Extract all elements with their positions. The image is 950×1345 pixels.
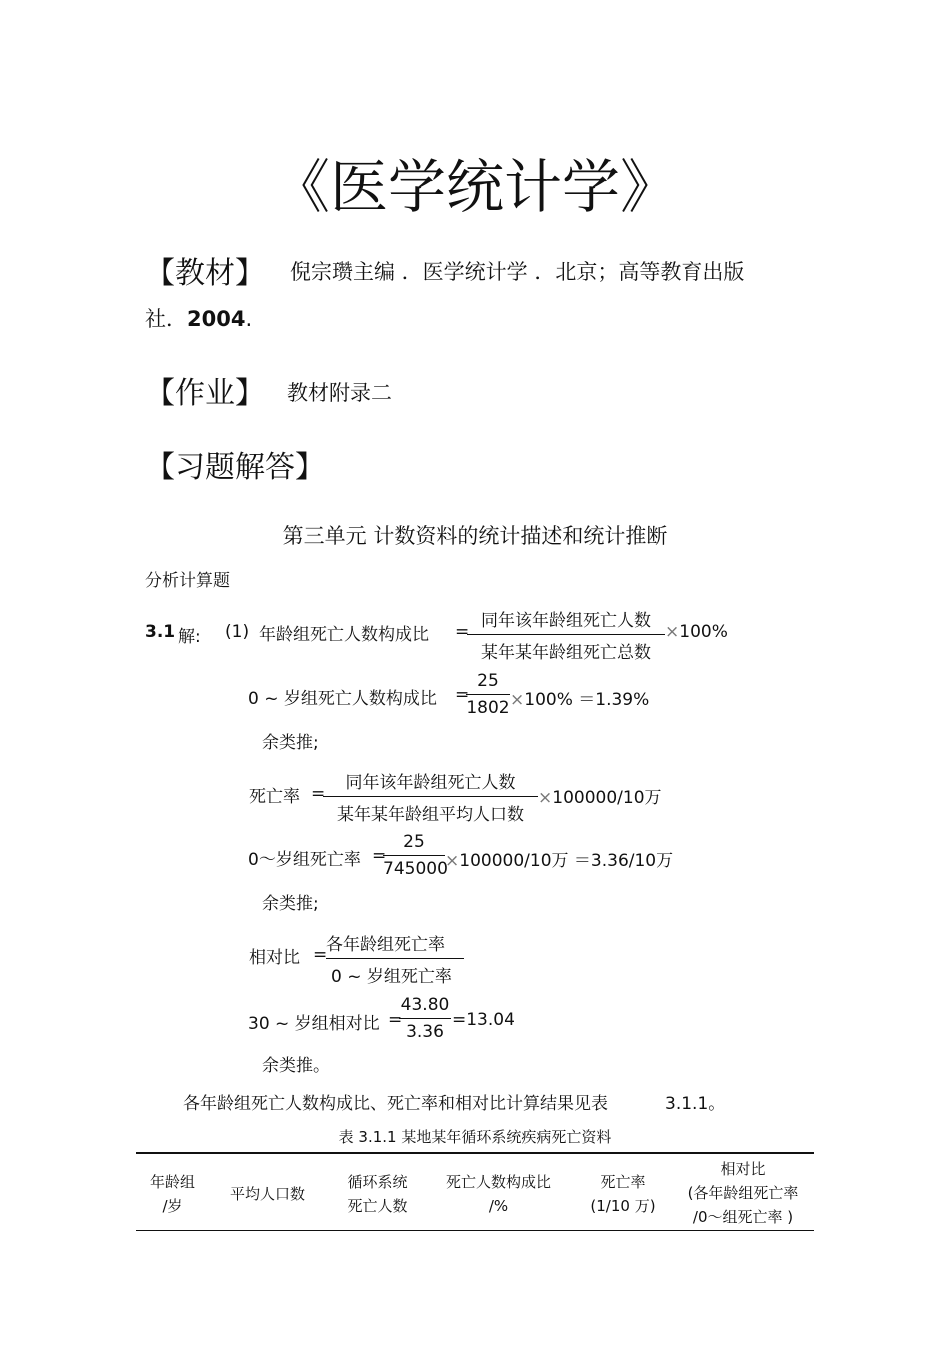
times-sign: × xyxy=(445,851,460,871)
formula1-equals: = xyxy=(455,622,470,642)
solutions-label: 【习题解答】 xyxy=(145,450,325,485)
fraction-bar xyxy=(467,634,665,635)
etc-note-3: 余类推。 xyxy=(262,1056,330,1076)
etc-note-1: 余类推; xyxy=(262,733,319,753)
formula5-label: 相对比 xyxy=(249,948,300,968)
header-line: (各年龄组死亡率 xyxy=(687,1184,799,1202)
formula3-fraction xyxy=(323,768,538,825)
formula2-equals: = xyxy=(455,685,470,705)
table-top-rule xyxy=(136,1152,814,1154)
problem-number: 3.1 xyxy=(145,622,176,642)
table-header-rule xyxy=(136,1230,814,1231)
citation-prefix: 社． xyxy=(145,307,187,331)
formula2-denominator: 1802 xyxy=(466,698,510,718)
homework-text: 教材附录二 xyxy=(287,381,392,405)
citation-year: 2004 xyxy=(187,307,246,331)
solve-label: 解: xyxy=(178,627,201,647)
textbook-label: 【教材】 xyxy=(145,256,265,291)
summary-text: 各年龄组死亡人数构成比、死亡率和相对比计算结果见表 xyxy=(183,1094,608,1114)
formula1-denominator: 某年某年龄组死亡总数 xyxy=(481,643,651,663)
header-line: 死亡人数 xyxy=(347,1197,408,1215)
formula4-numerator: 25 xyxy=(403,832,425,852)
citation-suffix: . xyxy=(245,307,253,331)
formula4-equals: = xyxy=(372,846,387,866)
textbook-citation-line2 xyxy=(145,303,252,333)
formula3-product xyxy=(538,783,662,808)
formula4-denominator: 745000 xyxy=(383,859,448,879)
fraction-bar xyxy=(466,694,510,695)
table-header-relative-ratio xyxy=(672,1157,814,1229)
header-line: 相对比 xyxy=(720,1160,766,1178)
formula4-product xyxy=(445,846,673,871)
header-line: /% xyxy=(488,1197,509,1215)
header-line: /0～组死亡率 ) xyxy=(692,1208,794,1226)
formula3-denominator: 某年某年龄组平均人口数 xyxy=(337,805,524,825)
textbook-citation-line1: 倪宗瓒主编 ．医学统计学 ．北京；高等教育出版 xyxy=(290,260,745,284)
table-header-death-rate xyxy=(578,1170,668,1218)
formula3-equals: = xyxy=(311,784,326,804)
formula1-fraction xyxy=(467,606,665,663)
formula4-fraction xyxy=(383,832,448,879)
fraction-bar xyxy=(323,796,538,797)
formula2-tail: 100% ＝1.39% xyxy=(524,690,650,710)
formula5-numerator: 各年龄组死亡率 xyxy=(326,935,445,955)
table-header-age-group xyxy=(140,1170,205,1218)
homework-label: 【作业】 xyxy=(145,376,265,411)
formula2-fraction xyxy=(466,671,510,718)
formula2-numerator: 25 xyxy=(477,671,499,691)
formula6-result: =13.04 xyxy=(452,1010,515,1030)
summary-table-ref: 3.1.1。 xyxy=(665,1094,726,1114)
formula6-fraction xyxy=(399,995,451,1042)
table-header-deaths xyxy=(330,1170,425,1218)
formula4-label: 0～岁组死亡率 xyxy=(248,850,361,870)
times-sign: × xyxy=(538,788,553,808)
times-sign: × xyxy=(510,690,525,710)
formula5-fraction xyxy=(326,930,464,987)
formula5-equals: = xyxy=(313,945,328,965)
formula1-numerator: 同年该年龄组死亡人数 xyxy=(481,611,651,631)
header-line: 死亡人数构成比 xyxy=(445,1173,551,1191)
times-sign: × xyxy=(665,622,680,642)
fraction-bar xyxy=(383,855,445,856)
formula1-product xyxy=(665,622,728,642)
header-line: /岁 xyxy=(162,1197,183,1215)
header-line: 死亡率 xyxy=(600,1173,646,1191)
fraction-bar xyxy=(399,1018,451,1019)
formula5-denominator: 0 ~ 岁组死亡率 xyxy=(331,967,452,987)
document-title: 《医学统计学》 xyxy=(271,153,678,221)
header-line: 年龄组 xyxy=(149,1173,195,1191)
table-header-population xyxy=(220,1182,315,1206)
fraction-bar xyxy=(326,958,464,959)
formula6-denominator: 3.36 xyxy=(406,1022,444,1042)
header-line: 平均人口数 xyxy=(229,1185,305,1203)
table-caption: 表 3.1.1 某地某年循环系统疾病死亡资料 xyxy=(338,1128,612,1146)
formula6-equals: = xyxy=(388,1010,403,1030)
etc-note-2: 余类推; xyxy=(262,894,319,914)
section-heading: 分析计算题 xyxy=(145,571,230,591)
formula2-label: 0 ~ 岁组死亡人数构成比 xyxy=(248,689,437,709)
formula2-product xyxy=(510,685,649,710)
formula4-tail: 100000/10万 ＝3.36/10万 xyxy=(459,851,674,871)
unit-title: 第三单元 计数资料的统计描述和统计推断 xyxy=(282,524,668,548)
formula3-label: 死亡率 xyxy=(249,787,300,807)
formula3-numerator: 同年该年龄组死亡人数 xyxy=(345,773,516,793)
formula6-numerator: 43.80 xyxy=(400,995,450,1015)
header-line: 循环系统 xyxy=(347,1173,408,1191)
formula3-tail: 100000/10万 xyxy=(552,788,662,808)
formula6-label: 30 ~ 岁组相对比 xyxy=(248,1014,380,1034)
table-header-composition xyxy=(436,1170,561,1218)
part-label: (1) xyxy=(225,622,250,642)
formula1-tail: 100% xyxy=(679,622,728,642)
header-line: (1/10 万) xyxy=(590,1197,656,1215)
formula1-label: 年龄组死亡人数构成比 xyxy=(259,625,429,645)
